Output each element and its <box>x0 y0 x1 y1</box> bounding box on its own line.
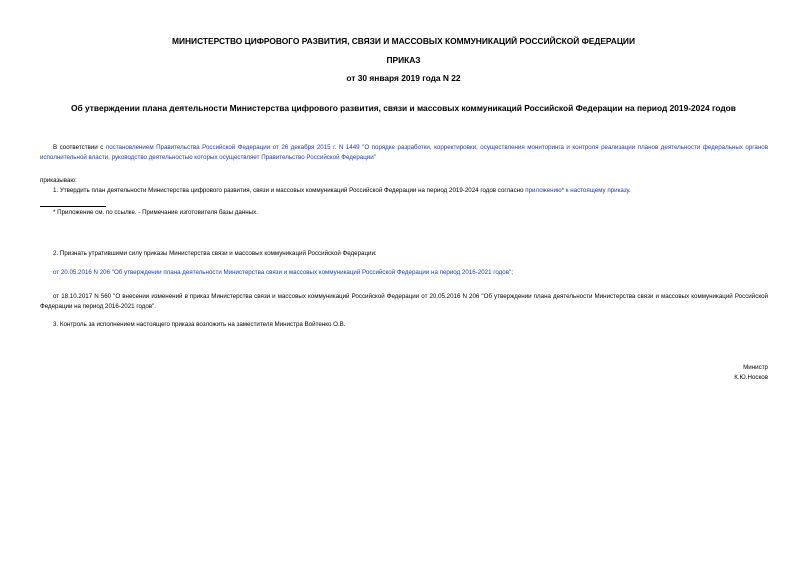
item-2-b: от 18.10.2017 N 560 "О внесении изменений в приказ Министерства связи и массовых коммуникаций Российской Федерации от 20.05.2016 N 206 "Об утверждении плана деятельности Министерства связи и массовых коммуникаций Российской Федерации на период 2016-2021 годов". <box>40 293 768 310</box>
appendix-link[interactable]: приложению* к настоящему приказу <box>525 187 630 194</box>
date-number: от 30 января 2019 года N 22 <box>346 73 461 83</box>
item-2: 2. Признать утратившими силу приказы Министерства связи и массовых коммуникаций Российской Федерации: <box>53 250 377 257</box>
preamble-link[interactable]: постановлением Правительства Российской Федерации от 26 декабря 2015 г. N 1449 "О порядке разработки, корректировки, осуществления мониторинга и контроля реализации планов деятельности федеральных органов исполнительной власти, руководство деятельностью которых осуществляет Правительство Российской Федерации" <box>40 144 769 161</box>
item-1 <box>53 186 773 196</box>
preamble-prefix: В соответствии с <box>53 144 106 151</box>
order-word: приказываю: <box>40 177 77 184</box>
preamble-paragraph <box>40 143 768 163</box>
signature-position: Министр <box>743 364 768 371</box>
repealed-order-link[interactable]: от 20.05.2016 N 206 "Об утверждении плана деятельности Министерства связи и массовых коммуникаций Российской Федерации на период 2016-2021 годов" <box>53 269 512 276</box>
footnote: * Приложение см. по ссылке. - Примечание изготовителя базы данных. <box>53 209 258 216</box>
footnote-divider <box>40 206 106 207</box>
item-2-a-end: ; <box>511 269 513 276</box>
item-1-text: 1. Утвердить план деятельности Министерства цифрового развития, связи и массовых коммуникаций Российской Федерации на период 2019-2024 годов согласно <box>53 187 526 194</box>
doc-type-heading: ПРИКАЗ <box>386 55 421 65</box>
item-3: 3. Контроль за исполнением настоящего приказа возложить на заместителя Министра Войтенко О.В. <box>53 321 346 328</box>
ministry-heading: МИНИСТЕРСТВО ЦИФРОВОГО РАЗВИТИЯ, СВЯЗИ И МАССОВЫХ КОММУНИКАЦИЙ РОССИЙСКОЙ ФЕДЕРАЦИИ <box>172 36 635 46</box>
document-title: Об утверждении плана деятельности Министерства цифрового развития, связи и массовых коммуникаций Российской Федерации на период 2019-2024 годов <box>71 103 736 113</box>
signature-name: К.Ю.Носков <box>734 374 768 381</box>
item-2-a <box>53 268 773 278</box>
item-1-end: . <box>629 187 631 194</box>
